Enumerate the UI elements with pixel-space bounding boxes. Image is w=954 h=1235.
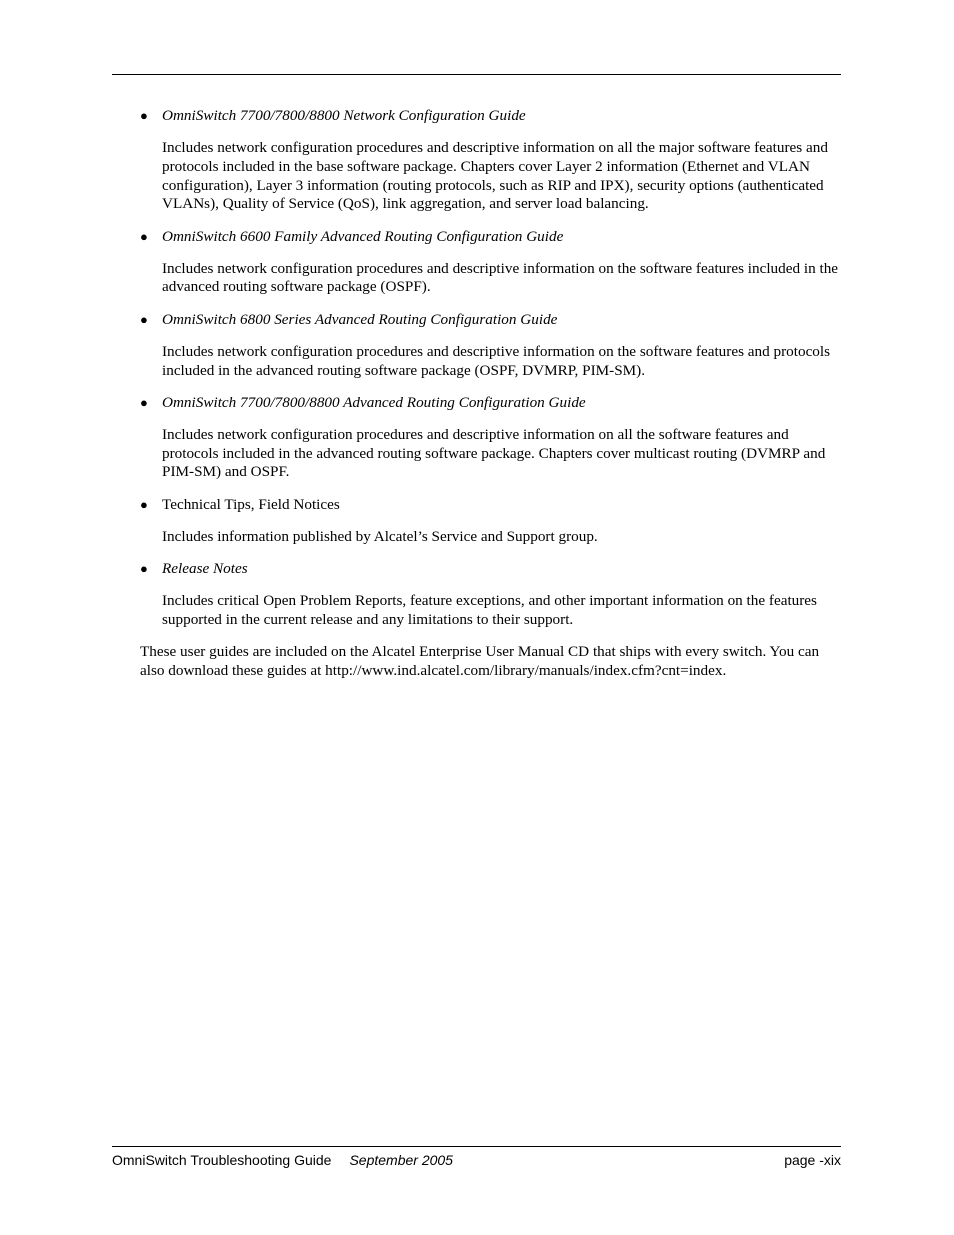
main-content	[140, 107, 842, 680]
footer-page-number: page -xix	[784, 1152, 841, 1168]
list-item	[140, 311, 842, 330]
item-description: Includes network configuration procedures and descriptive information on all the software features and protocols included in the advanced routing software package. Chapters cover multicast routing (DVMRP and PIM-SM) and OSPF.	[162, 425, 826, 481]
item-description: Includes information published by Alcatel’s Service and Support group.	[162, 527, 598, 545]
item-description: Includes network configuration procedures and descriptive information on the software features included in the advanced routing software package (OSPF).	[162, 259, 839, 296]
footer-left	[112, 1151, 453, 1169]
closing-paragraph: These user guides are included on the Alcatel Enterprise User Manual CD that ships with every switch. You can also download these guides at http://www.ind.alcatel.com/library/manuals/index.cfm?cnt=index.	[140, 643, 820, 679]
item-title: OmniSwitch 7700/7800/8800 Network Configuration Guide	[162, 107, 526, 124]
item-description: Includes network configuration procedures and descriptive information on the software features and protocols included in the advanced routing software package (OSPF, DVMRP, PIM-SM).	[162, 342, 831, 379]
item-title: OmniSwitch 6800 Series Advanced Routing Configuration Guide	[162, 310, 558, 328]
list-item	[140, 107, 842, 126]
footer-document-title: OmniSwitch Troubleshooting Guide	[112, 1152, 332, 1168]
item-title: OmniSwitch 6600 Family Advanced Routing Configuration Guide	[162, 227, 564, 245]
list-item	[140, 560, 842, 579]
item-title: Technical Tips, Field Notices	[162, 495, 340, 513]
bullet-icon: ●	[140, 108, 148, 123]
bullet-icon: ●	[140, 311, 148, 327]
list-item	[140, 496, 842, 515]
bullet-icon: ●	[140, 560, 148, 576]
item-description: Includes critical Open Problem Reports, feature exceptions, and other important information on the features supported in the current release and any limitations to their support.	[162, 592, 817, 628]
footer-rule	[112, 1146, 841, 1147]
item-description: Includes network configuration procedures and descriptive information on all the major software features and protocols included in the base software package. Chapters cover Layer 2 information (Ethernet and VLAN configuration), Layer 3 information (routing protocols, such as RIP and IPX), security options (authenticated VLANs), Quality of Service (QoS), link aggregation, and server load balancing.	[162, 139, 828, 213]
bullet-icon: ●	[140, 394, 148, 410]
bullet-icon: ●	[140, 228, 148, 244]
bullet-icon: ●	[140, 496, 148, 512]
footer-date: September 2005	[349, 1152, 453, 1168]
header-rule	[112, 74, 841, 75]
list-item	[140, 394, 842, 413]
item-title: Release Notes	[162, 559, 248, 577]
item-title: OmniSwitch 7700/7800/8800 Advanced Routing Configuration Guide	[162, 393, 586, 411]
list-item	[140, 228, 842, 247]
